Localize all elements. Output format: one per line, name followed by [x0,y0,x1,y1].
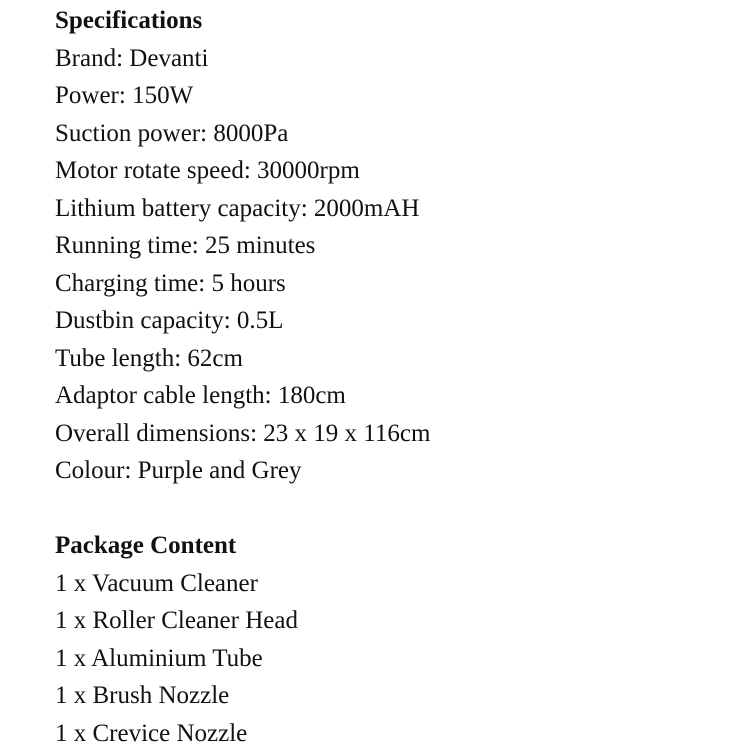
spec-charging-time: Charging time: 5 hours [55,265,735,303]
spec-battery-capacity: Lithium battery capacity: 2000mAH [55,190,735,228]
spec-dustbin-capacity: Dustbin capacity: 0.5L [55,302,735,340]
package-item-brush-nozzle: 1 x Brush Nozzle [55,677,735,715]
spec-tube-length: Tube length: 62cm [55,340,735,378]
package-item-vacuum-cleaner: 1 x Vacuum Cleaner [55,565,735,603]
spec-cable-length: Adaptor cable length: 180cm [55,377,735,415]
spec-power: Power: 150W [55,77,735,115]
product-details [55,2,735,752]
package-item-roller-cleaner-head: 1 x Roller Cleaner Head [55,602,735,640]
spec-colour: Colour: Purple and Grey [55,452,735,490]
specifications-heading: Specifications [55,2,735,40]
package-content-section [55,527,735,752]
spec-brand: Brand: Devanti [55,40,735,78]
spec-running-time: Running time: 25 minutes [55,227,735,265]
package-item-crevice-nozzle: 1 x Crevice Nozzle [55,715,735,752]
spec-overall-dimensions: Overall dimensions: 23 x 19 x 116cm [55,415,735,453]
package-content-heading: Package Content [55,527,735,565]
spec-motor-speed: Motor rotate speed: 30000rpm [55,152,735,190]
section-spacer [55,490,735,528]
specifications-section [55,2,735,490]
spec-suction-power: Suction power: 8000Pa [55,115,735,153]
package-item-aluminium-tube: 1 x Aluminium Tube [55,640,735,678]
